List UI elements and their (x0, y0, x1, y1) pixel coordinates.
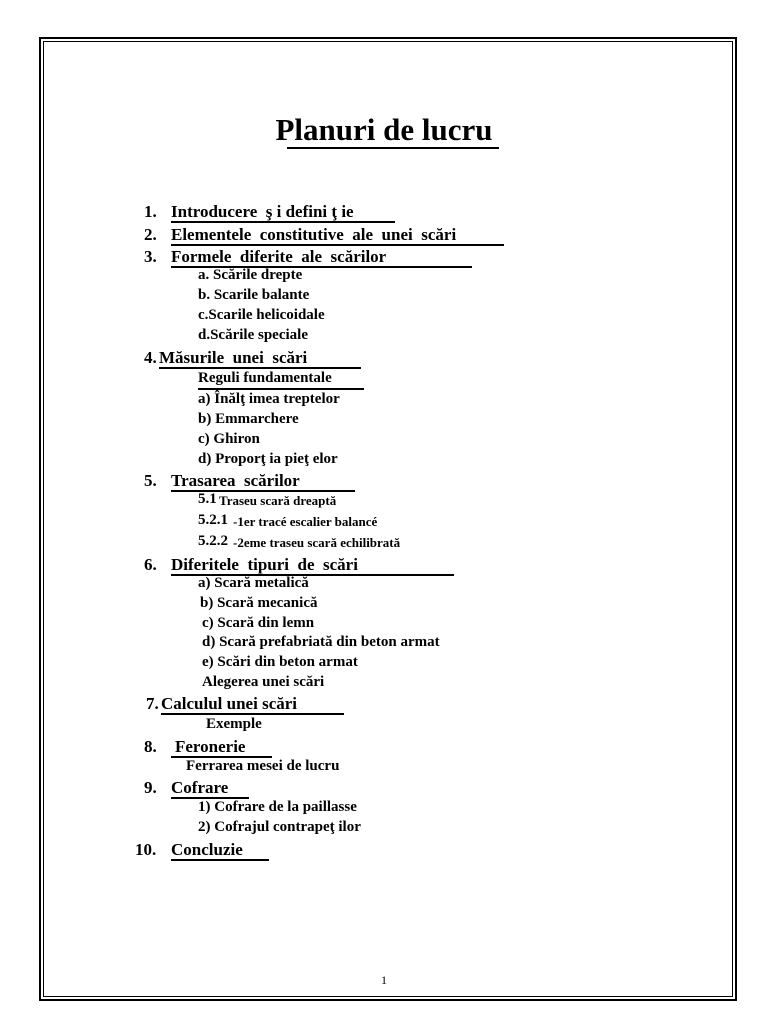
toc-subitem-ferrarea[interactable]: Ferrarea mesei de lucru (186, 758, 340, 774)
toc-item-elementele[interactable]: Elementele constitutive ale unei scări (171, 225, 457, 244)
toc-subitem-6b[interactable]: b) Scară mecanică (200, 595, 318, 611)
title-underline (287, 147, 499, 149)
toc-number-4: 4. (144, 348, 157, 367)
toc-underline-7 (161, 713, 344, 715)
toc-item-feronerie[interactable]: Feronerie (175, 737, 246, 756)
toc-subnumber-5-2-2: 5.2.2 (198, 533, 228, 549)
toc-subitem-6c[interactable]: c) Scară din lemn (202, 615, 315, 631)
toc-number-3: 3. (144, 247, 157, 266)
toc-number-6: 6. (144, 555, 157, 574)
toc-subitem-4b[interactable]: b) Emmarchere (198, 411, 299, 427)
toc-subitem-exemple[interactable]: Exemple (206, 716, 262, 732)
toc-subitem-5-2-2[interactable]: -2eme traseu scară echilibrată (233, 535, 401, 550)
toc-item-formele[interactable]: Formele diferite ale scărilor (171, 247, 387, 266)
toc-underline-10 (171, 859, 269, 861)
toc-subitem-4a[interactable]: a) Înălţ imea treptelor (198, 391, 340, 407)
toc-item-diferitele[interactable]: Diferitele tipuri de scări (171, 555, 358, 574)
page-title: Planuri de lucru (275, 112, 493, 147)
toc-subitem-6e[interactable]: e) Scări din beton armat (202, 654, 358, 670)
toc-subitem-9-1[interactable]: 1) Cofrare de la paillasse (198, 799, 357, 815)
toc-subitem-5-1[interactable]: Traseu scară dreaptă (219, 493, 337, 508)
toc-subitem-6f[interactable]: Alegerea unei scări (202, 674, 325, 690)
toc-number-8: 8. (144, 737, 157, 756)
toc-underline-4 (159, 367, 361, 369)
toc-number-7: 7. (146, 694, 159, 713)
page-number: 1 (381, 973, 387, 987)
toc-underline-reguli (198, 388, 364, 390)
toc-subitem-3d[interactable]: d.Scările speciale (198, 327, 308, 343)
toc-number-10: 10. (135, 840, 157, 859)
toc-subnumber-5-1: 5.1 (198, 491, 217, 507)
toc-item-masurile[interactable]: Măsurile unei scări (159, 348, 308, 367)
toc-subnumber-5-2-1: 5.2.1 (198, 512, 228, 528)
toc-item-calculul[interactable]: Calculul unei scări (161, 694, 298, 713)
toc-number-1: 1. (144, 202, 157, 221)
toc-item-cofrare[interactable]: Cofrare (171, 778, 229, 797)
toc-subitem-3c[interactable]: c.Scarile helicoidale (198, 307, 325, 323)
toc-number-2: 2. (144, 225, 157, 244)
toc-number-9: 9. (144, 778, 157, 797)
toc-subitem-reguli[interactable]: Reguli fundamentale (198, 370, 332, 386)
toc-subitem-9-2[interactable]: 2) Cofrajul contrapeţ ilor (198, 819, 361, 835)
toc-underline-2 (171, 244, 504, 246)
toc-item-trasarea[interactable]: Trasarea scărilor (171, 471, 300, 490)
toc-subitem-4d[interactable]: d) Proporţ ia pieţ elor (198, 451, 338, 467)
toc-subitem-3b[interactable]: b. Scarile balante (198, 287, 310, 303)
toc-item-introducere[interactable]: Introducere ş i defini ţ ie (171, 202, 354, 221)
toc-number-5: 5. (144, 471, 157, 490)
toc-subitem-6a[interactable]: a) Scară metalică (198, 575, 309, 591)
toc-subitem-6d[interactable]: d) Scară prefabriată din beton armat (202, 634, 440, 650)
toc-subitem-4c[interactable]: c) Ghiron (198, 431, 260, 447)
toc-item-concluzie[interactable]: Concluzie (171, 840, 243, 859)
toc-subitem-5-2-1[interactable]: -1er tracé escalier balancé (233, 514, 378, 529)
toc-underline-1 (171, 221, 395, 223)
toc-subitem-3a[interactable]: a. Scările drepte (198, 267, 303, 283)
